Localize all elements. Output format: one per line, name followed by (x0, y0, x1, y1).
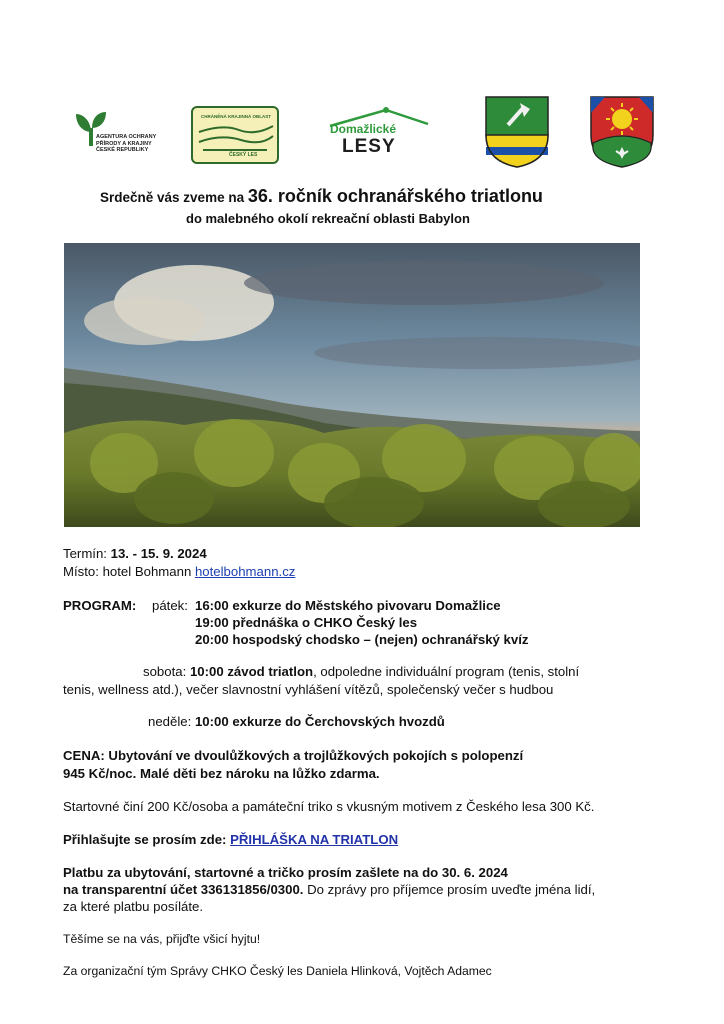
saturday-rest: , odpoledne individuální program (tenis, stolní (313, 664, 580, 679)
saturday-line-2: tenis, wellness atd.), večer slavnostní vyhlášení vítězů, společenský večer s hudbou (63, 682, 554, 697)
payment-account: na transparentní účet 336131856/0300. (63, 882, 304, 897)
payment-note: Do zprávy pro příjemce prosím uveďte jména lidí, (303, 882, 596, 897)
saturday-main: 10:00 závod triatlon (189, 664, 314, 679)
registration-label: Přihlašujte se prosím zde: (63, 832, 231, 847)
axe-crest-icon (484, 95, 550, 169)
landscape-photo (64, 243, 640, 527)
aopk-text: AGENTURA OCHRANY PŘÍRODY A KRAJINY ČESKÉ REPUBLIKY (96, 134, 157, 153)
chko-top-text: CHRÁNĚNÁ KRAJINNÁ OBLAST (201, 114, 272, 119)
place-label: Místo: hotel Bohmann (63, 564, 195, 579)
landscape-image (64, 243, 640, 527)
signature-line: Za organizační tým Správy CHKO Český les Daniela Hlinková, Vojtěch Adamec (63, 964, 492, 978)
place-line (63, 563, 295, 580)
chko-bottom-text: ČESKÝ LES (229, 152, 258, 158)
aopk-logo (72, 108, 158, 164)
saturday-line (143, 663, 579, 680)
title-pre: Srdečně vás zveme na (100, 190, 248, 205)
saturday-day: sobota: (143, 664, 190, 679)
sun-crest-icon (589, 95, 655, 169)
price-line-2: 945 Kč/noc. Malé děti bez nároku na lůžko zdarma. (63, 766, 380, 781)
friday-item-2: 19:00 přednáška o CHKO Český les (195, 615, 418, 630)
payment-line-3: za které platbu posíláte. (63, 899, 204, 914)
sunday-line (148, 713, 445, 730)
sunday-main: 10:00 exkurze do Čerchovských hvozdů (194, 714, 445, 729)
title-main: 36. ročník ochranářského triatlonu (247, 186, 543, 206)
term-line (63, 545, 207, 562)
term-value: 13. - 15. 9. 2024 (110, 546, 207, 561)
startovne-line: Startovné činí 200 Kč/osoba a památeční triko s vkusným motivem z Českého lesa 300 Kč. (63, 799, 595, 814)
closing-line: Těšíme se na vás, přijďte všicí hyjtu! (63, 932, 261, 946)
invitation-title (100, 185, 543, 209)
hills-icon (193, 116, 277, 156)
term-label: Termín: (63, 546, 111, 561)
hotel-website-link[interactable]: hotelbohmann.cz (194, 564, 296, 579)
payment-line-2 (63, 881, 595, 898)
friday-item-1: 16:00 exkurze do Městského pivovaru Domažlice (195, 598, 501, 613)
domazlicke-lesy-logo (326, 104, 430, 162)
lesy-line1: Domažlické (330, 122, 397, 136)
program-label: PROGRAM: (63, 598, 137, 613)
friday-day: pátek: (152, 598, 188, 613)
chko-cesky-les-logo (191, 106, 279, 164)
lesy-line2: LESY (342, 136, 396, 157)
friday-item-3: 20:00 hospodský chodsko – (nejen) ochranářský kvíz (195, 632, 529, 647)
registration-line (63, 831, 398, 848)
payment-line-1: Platbu za ubytování, startovné a tričko prosím zašlete na do 30. 6. 2024 (63, 865, 508, 880)
price-line-1: CENA: Ubytování ve dvoulůžkových a trojlůžkových pokojích s polopenzí (63, 748, 524, 763)
sunday-day: neděle: (148, 714, 195, 729)
registration-link[interactable]: PŘIHLÁŠKA NA TRIATLON (230, 832, 399, 847)
invitation-subtitle: do malebného okolí rekreační oblasti Babylon (186, 211, 470, 226)
